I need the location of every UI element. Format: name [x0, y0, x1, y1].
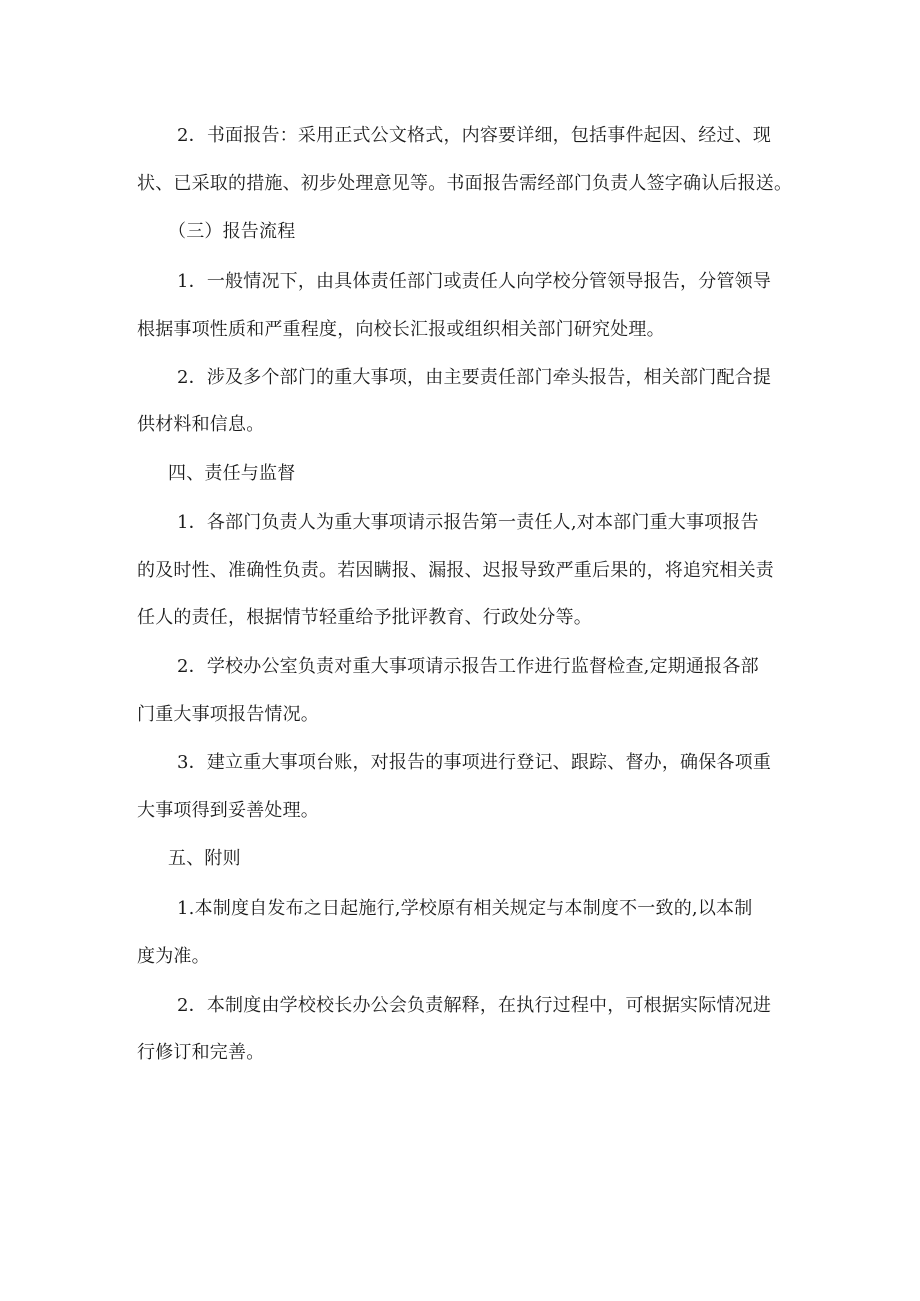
- paragraph-supp-1-line-1: 1.本制度自发布之日起施行,学校原有相关规定与本制度不一致的,以本制: [177, 898, 753, 919]
- paragraph-process-2-line-1: 2．涉及多个部门的重大事项，由主要责任部门牵头报告，相关部门配合提: [177, 367, 772, 388]
- paragraph-process-2-line-2: 供材料和信息。: [137, 414, 265, 435]
- paragraph-resp-3-line-1: 3．建立重大事项台账，对报告的事项进行登记、跟踪、督办，确保各项重: [177, 752, 772, 773]
- paragraph-supp-1-line-2: 度为准。: [137, 946, 210, 967]
- paragraph-process-1-line-2: 根据事项性质和严重程度，向校长汇报或组织相关部门研究处理。: [137, 319, 665, 340]
- paragraph-supp-2-line-1: 2．本制度由学校校长办公会负责解释，在执行过程中，可根据实际情况进: [177, 995, 772, 1016]
- paragraph-resp-1-line-1: 1．各部门负责人为重大事项请示报告第一责任人,对本部门重大事项报告: [177, 512, 759, 533]
- paragraph-resp-1-line-3: 任人的责任，根据情节轻重给予批评教育、行政处分等。: [137, 607, 592, 628]
- paragraph-resp-3-line-2: 大事项得到妥善处理。: [137, 800, 319, 821]
- paragraph-resp-1-line-2: 的及时性、准确性负责。若因瞒报、漏报、迟报导致严重后果的，将追究相关责: [137, 560, 774, 581]
- heading-supplementary: 五、附则: [168, 848, 241, 869]
- paragraph-process-1-line-1: 1．一般情况下，由具体责任部门或责任人向学校分管领导报告，分管领导: [177, 271, 772, 292]
- paragraph-resp-2-line-1: 2．学校办公室负责对重大事项请示报告工作进行监督检查,定期通报各部: [177, 656, 759, 677]
- paragraph-resp-2-line-2: 门重大事项报告情况。: [137, 704, 319, 725]
- heading-responsibility: 四、责任与监督: [168, 463, 296, 484]
- heading-report-process: （三）报告流程: [168, 221, 296, 242]
- paragraph-written-report-line-1: 2．书面报告：采用正式公文格式，内容要详细，包括事件起因、经过、现: [177, 125, 772, 146]
- paragraph-supp-2-line-2: 行修订和完善。: [137, 1042, 265, 1063]
- paragraph-written-report-line-2: 状、已采取的措施、初步处理意见等。书面报告需经部门负责人签字确认后报送。: [137, 173, 793, 194]
